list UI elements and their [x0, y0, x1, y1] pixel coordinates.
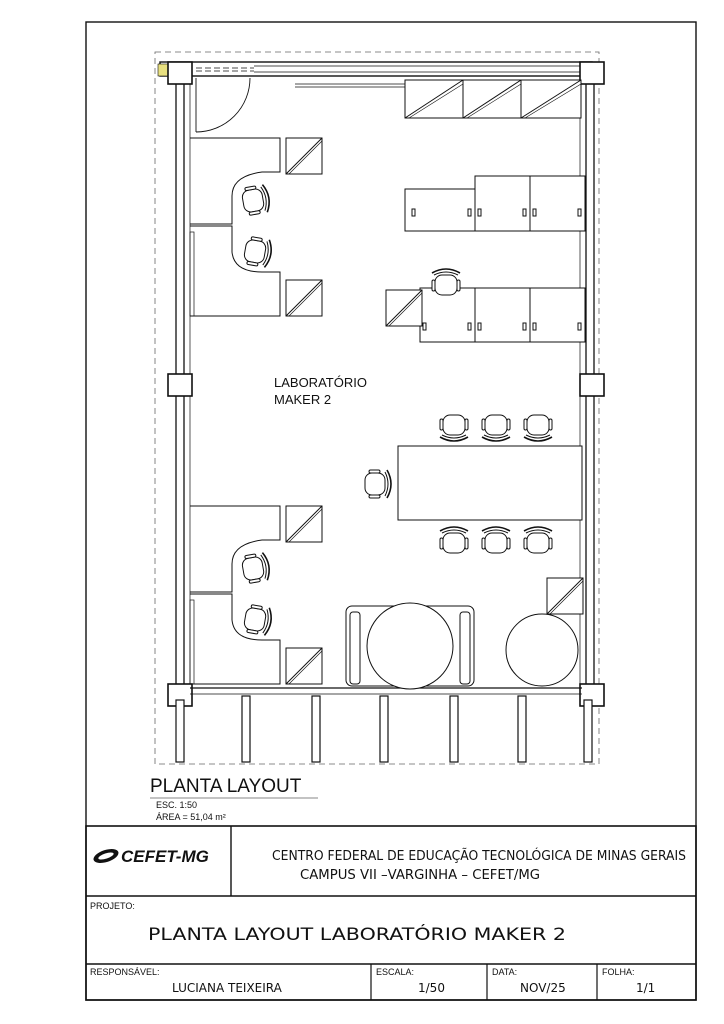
institution-line1: CENTRO FEDERAL DE EDUCAÇÃO TECNOLÓGICA DE MINAS GERAIS	[272, 849, 708, 864]
workstation-lower-left	[190, 506, 280, 684]
scale-value: 1/50	[418, 981, 445, 995]
room-label-line2: MAKER 2	[274, 392, 332, 407]
lounge-set	[346, 603, 578, 689]
institution-line2: CAMPUS VII –VARGINHA – CEFET/MG	[300, 868, 540, 883]
area-note: ÁREA = 51,04 m²	[156, 812, 226, 822]
meeting-table	[398, 446, 582, 520]
storage-cabinets-upper	[405, 176, 585, 231]
storage-cabinets-middle	[420, 288, 585, 342]
door-swing	[196, 78, 250, 132]
workstation-upper-left	[190, 138, 280, 316]
responsible-value: LUCIANA TEIXEIRA	[172, 981, 282, 995]
sheet-value: 1/1	[636, 981, 656, 995]
project-label: PROJETO:	[90, 901, 135, 911]
logo-text: CEFET-MG	[121, 847, 209, 866]
room-label-line1: LABORATÓRIO	[274, 375, 367, 390]
sheet-label: FOLHA:	[602, 967, 635, 977]
cabinet-top-right	[405, 80, 581, 118]
left-wall	[168, 62, 192, 706]
cefet-logo	[92, 846, 120, 865]
project-title: PLANTA LAYOUT LABORATÓRIO MAKER 2	[148, 925, 494, 945]
right-wall	[580, 62, 604, 706]
scale-note: ESC. 1:50	[156, 800, 198, 810]
date-value: NOV/25	[520, 981, 566, 995]
door-jamb-marker	[158, 64, 168, 76]
responsible-label: RESPONSÁVEL:	[90, 967, 160, 977]
date-label: DATA:	[492, 967, 518, 977]
scale-label: ESCALA:	[376, 967, 415, 977]
drawing-title: PLANTA LAYOUT	[150, 776, 302, 797]
bottom-wall	[176, 688, 592, 762]
